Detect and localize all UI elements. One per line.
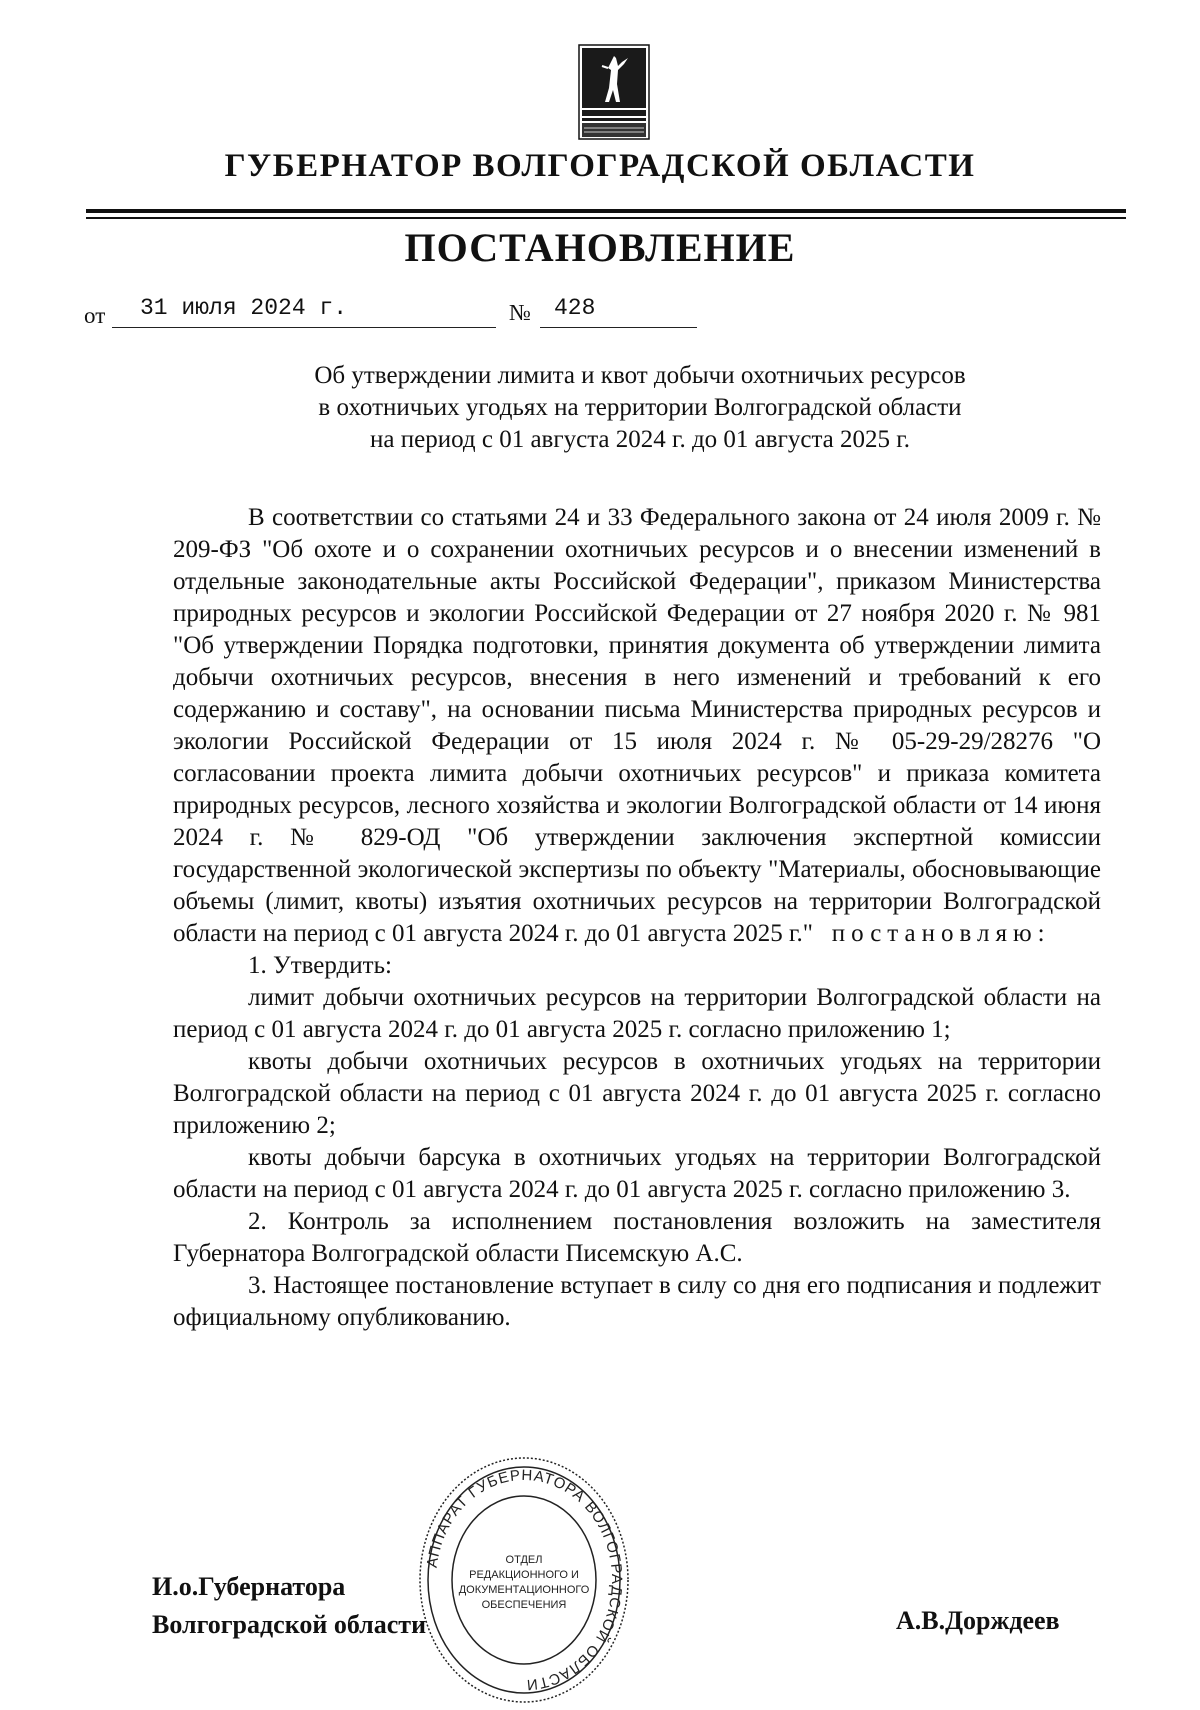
signatory-name: А.В.Дорждеев <box>896 1606 1060 1635</box>
subject-line: Об утверждении лимита и квот добычи охотничьих ресурсов <box>314 362 966 389</box>
date-label: от <box>84 303 106 328</box>
signatory-position-line: И.о.Губернатора <box>152 1572 346 1601</box>
item-1-limit: лимит добычи охотничьих ресурсов на территории Волгоградской области на период с 01 августа 2024 г. до 01 августа 2025 г. согласно приложению 1; <box>173 984 1101 1043</box>
number-underline <box>540 327 697 328</box>
document-date: 31 июля 2024 г. <box>140 295 348 321</box>
item-1-badger-quotas: квоты добычи барсука в охотничьих угодьях на территории Волгоградской области на период с 01 августа 2024 г. до 01 августа 2025 г. согласно приложению 3. <box>173 1144 1101 1203</box>
document-subject <box>250 360 1030 456</box>
document-body <box>173 502 1101 1334</box>
official-round-stamp-icon <box>416 1453 632 1707</box>
header-divider-thin <box>86 217 1126 219</box>
subject-line: на период с 01 августа 2024 г. до 01 августа 2025 г. <box>370 426 910 453</box>
document-type-title: ПОСТАНОВЛЕНИЕ <box>404 225 796 270</box>
item-1-heading: 1. Утвердить: <box>248 952 392 979</box>
item-2-control: 2. Контроль за исполнением постановления возложить на заместителя Губернатора Волгоградской области Писемскую А.С. <box>173 1208 1101 1267</box>
signatory-position <box>152 1568 426 1644</box>
volgograd-emblem-icon <box>578 44 650 140</box>
stamp-center-line: ДОКУМЕНТАЦИОННОГО <box>458 1584 590 1596</box>
stamp-center-line: РЕДАКЦИОННОГО И <box>469 1569 579 1581</box>
preamble-text: В соответствии со статьями 24 и 33 Федерального закона от 24 июля 2009 г. № 209-ФЗ "Об охоте и о сохранении охотничьих ресурсов и о внесении изменений в отдельные законодательные акты Российской Федерации", приказом Министерства природных ресурсов и экологии Российской Федерации от 27 ноября 2020 г. № 981 "Об утверждении Порядка подготовки, принятия документа об утверждении лимита добычи охотничьих ресурсов, внесения в него изменений и требований к его содержанию и составу", на основании письма Министерства природных ресурсов и экологии Российской Федерации от 15 июля 2024 г. № 05-29-29/28276 "О согласовании проекта лимита добычи охотничьих ресурсов" и приказа комитета природных ресурсов, лесного хозяйства и экологии Волгоградской области от 14 июня 2024 г. № 829-ОД "Об утверждении заключения экспертной комиссии государственной экологической экспертизы по объекту "Материалы, обосновывающие объемы (лимит, квоты) изъятия охотничьих ресурсов на территории Волгоградской области на период с 01 августа 2024 г. до 01 августа 2025 г." <box>173 504 1101 947</box>
signatory-position-line: Волгоградской области <box>152 1610 427 1639</box>
document-number: 428 <box>554 295 596 321</box>
date-underline <box>112 327 496 328</box>
item-3-effect: 3. Настоящее постановление вступает в силу со дня его подписания и подлежит официальному опубликованию. <box>173 1272 1101 1331</box>
preamble-paragraph <box>173 502 1101 950</box>
decree-word: постановляю: <box>831 920 1051 947</box>
subject-line: в охотничьих угодьях на территории Волгоградской области <box>318 394 962 421</box>
header-divider-thick <box>86 209 1126 213</box>
number-label: № <box>509 300 531 325</box>
stamp-outer-text: АППАРАТ ГУБЕРНАТОРА ВОЛГОГРАДСКОЙ ОБЛАСТИ <box>423 1466 626 1694</box>
issuer-title: ГУБЕРНАТОР ВОЛГОГРАДСКОЙ ОБЛАСТИ <box>224 148 976 184</box>
stamp-center-line: ОБЕСПЕЧЕНИЯ <box>481 1599 567 1611</box>
item-1-quotas: квоты добычи охотничьих ресурсов в охотничьих угодьях на территории Волгоградской области на период с 01 августа 2024 г. до 01 августа 2025 г. согласно приложению 2; <box>173 1048 1101 1139</box>
stamp-center-line: ОТДЕЛ <box>505 1554 543 1566</box>
